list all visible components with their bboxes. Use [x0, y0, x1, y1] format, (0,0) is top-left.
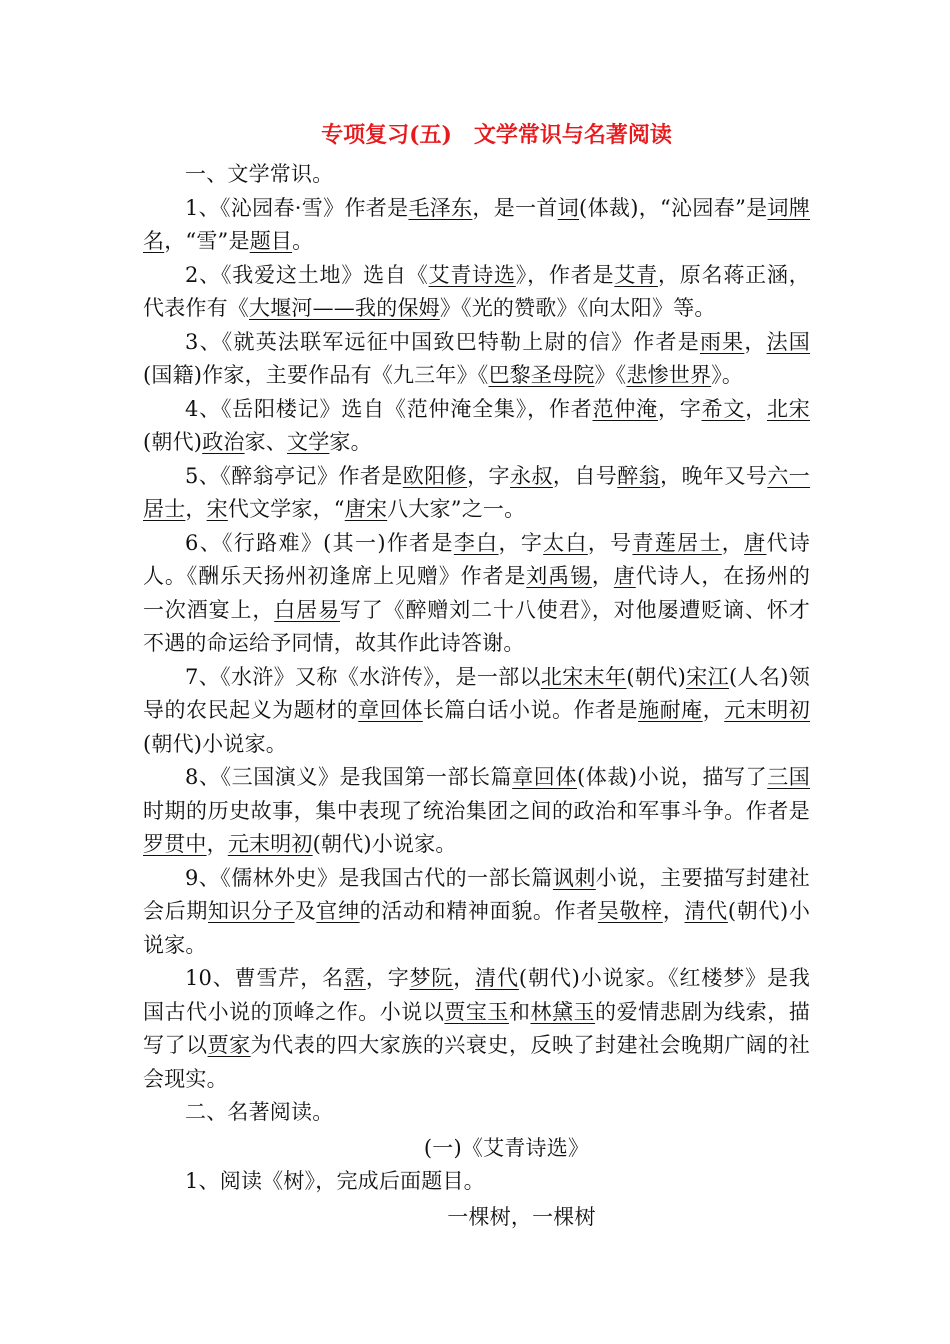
item-text: 的爱情悲剧为线索，描写了以 — [143, 999, 810, 1057]
list-item — [143, 326, 810, 393]
answer-blank: 元末明初 — [724, 698, 810, 722]
item-text: ， — [721, 530, 745, 555]
item-text: ，字 — [498, 530, 544, 555]
answer-blank: 雨果 — [699, 329, 745, 354]
item-text: 的活动和精神面貌。作者 — [359, 899, 598, 923]
item-text: 代文学家，“ — [227, 497, 345, 521]
item-text: ， — [745, 396, 767, 421]
item-text: ，原名蒋正涵，代表作有《 — [143, 262, 810, 320]
list-item — [143, 661, 810, 762]
item-text: 3、《就英法联军远征中国致巴特勒上尉的信》作者是 — [185, 329, 700, 354]
item-text: 》，作者是 — [515, 262, 615, 287]
answer-blank: 北宋末年 — [540, 664, 627, 689]
answer-blank: 章回体 — [358, 698, 423, 722]
answer-blank: 醉翁 — [617, 463, 661, 488]
answer-blank: 梦阮 — [409, 966, 454, 990]
answer-blank: 吴敬梓 — [597, 899, 663, 923]
answer-blank: 大堰河——我的保姆 — [249, 296, 440, 320]
poem-title: 一棵树，一棵树 — [447, 1204, 596, 1229]
item-text: (体裁)，“沁园春”是 — [579, 195, 768, 220]
answer-blank: 希文 — [701, 396, 746, 421]
item-text: 代诗人，在扬州的一次酒宴上， — [143, 564, 811, 622]
answer-blank: 三国 — [767, 765, 811, 789]
item-text: 代诗人。《酬乐天扬州初逢席上见赠》作者是 — [143, 530, 810, 588]
list-item — [143, 862, 810, 963]
item-text: ， — [206, 832, 228, 856]
answer-blank: 清代 — [475, 966, 519, 990]
section-heading-literary-knowledge: 一、文学常识。 — [185, 162, 334, 186]
answer-blank: 悲惨世界 — [626, 363, 712, 387]
item-text: ， — [591, 564, 614, 588]
answer-blank: 青莲居士 — [632, 530, 722, 555]
item-text: 长篇白话小说。作者是 — [422, 698, 639, 722]
answer-blank: 北宋 — [767, 396, 811, 421]
page-title: 专项复习(五) 文学常识与名著阅读 — [321, 122, 672, 148]
item-text: ，自号 — [552, 463, 618, 488]
item-text: ，是一首 — [472, 195, 558, 220]
section-heading-classic-reading: 二、名著阅读。 — [185, 1100, 334, 1124]
answer-blank: 施耐庵 — [638, 698, 703, 722]
item-text: ， — [702, 698, 725, 722]
item-text: (朝代) — [143, 430, 203, 454]
item-text: ， — [662, 899, 685, 923]
item-text: 家、 — [244, 430, 287, 454]
answer-blank: 毛泽东 — [408, 195, 473, 220]
answer-blank: 贾宝玉 — [444, 999, 509, 1024]
answer-blank: 章回体 — [512, 765, 577, 789]
item-text: ，字 — [467, 463, 510, 488]
list-item — [143, 527, 810, 661]
answer-blank: 宋 — [206, 497, 228, 521]
item-text: (朝代)小说家。《红楼梦》是我国古代小说的顶峰之作。小说以 — [143, 966, 811, 1024]
literary-knowledge-list — [143, 192, 810, 1097]
answer-blank: 宋江 — [686, 664, 729, 689]
answer-blank: 词 — [557, 195, 580, 220]
answer-blank: 六一居士 — [143, 463, 811, 521]
answer-blank: 艾青 — [614, 262, 658, 287]
item-text: 7、《水浒》又称《水浒传》，是一部以 — [185, 664, 541, 689]
list-item — [143, 761, 810, 862]
list-item — [143, 460, 810, 527]
item-text: 》《光的赞歌》《向太阳》等。 — [439, 296, 716, 320]
item-text: ，字 — [365, 966, 410, 990]
item-text: 4、《岳阳楼记》选自《范仲淹全集》，作者 — [185, 396, 593, 421]
item-text: 小说，主要描写封建社会后期 — [143, 865, 811, 923]
answer-blank: 元末明初 — [227, 832, 313, 856]
item-text: ，晚年又号 — [660, 463, 768, 488]
answer-blank: 罗贯中 — [143, 832, 207, 856]
answer-blank: 范仲淹 — [592, 396, 658, 421]
item-text: 家。 — [329, 430, 372, 454]
reading-task: 1、阅读《树》，完成后面题目。 — [185, 1169, 485, 1193]
item-text: 和 — [508, 999, 531, 1024]
item-text: (体裁)小说，描写了 — [576, 765, 768, 789]
item-text: 2、《我爱这土地》选自《 — [185, 262, 429, 287]
subsection-heading: (一)《艾青诗选》 — [423, 1135, 590, 1160]
item-text: (朝代)小说家。 — [143, 731, 287, 756]
item-text: 9、《儒林外史》是我国古代的一部长篇 — [185, 865, 553, 890]
answer-blank: 唐 — [744, 530, 767, 555]
item-text: ，号 — [587, 530, 633, 555]
answer-blank: 政治 — [202, 430, 245, 454]
item-text: (人名)领导的农民起义为题材的 — [143, 664, 810, 722]
answer-blank: 欧阳修 — [402, 463, 468, 488]
item-text: 八大家”之一。 — [387, 497, 526, 521]
answer-blank: 知识分子 — [207, 899, 295, 923]
answer-blank: 讽刺 — [552, 865, 596, 890]
list-item — [143, 192, 810, 259]
item-text: 6、《行路难》(其一)作者是 — [185, 530, 454, 555]
item-text: 》。 — [711, 363, 744, 387]
item-text: (国籍)作家，主要作品有《九三年》《 — [143, 363, 489, 387]
item-text: 时期的历史故事，集中表现了统治集团之间的政治和军事斗争。作者是 — [143, 798, 810, 823]
item-text: 》《 — [594, 363, 627, 387]
item-text: 1、《沁园春·雪》作者是 — [185, 195, 409, 220]
item-text: (朝代) — [626, 664, 687, 689]
item-text: (朝代)小说家。 — [312, 832, 457, 856]
answer-blank: 法国 — [766, 329, 811, 354]
answer-blank: 永叔 — [510, 463, 553, 488]
answer-blank: 清代 — [684, 899, 728, 923]
item-text: ， — [453, 966, 476, 990]
list-item — [143, 259, 810, 326]
answer-blank: 刘禹锡 — [526, 564, 592, 588]
answer-blank: 霑 — [343, 966, 366, 990]
answer-blank: 白居易 — [274, 597, 340, 622]
answer-blank: 太白 — [543, 530, 588, 555]
answer-blank: 巴黎圣母院 — [488, 363, 595, 387]
answer-blank: 官绅 — [316, 899, 360, 923]
answer-blank: 林黛玉 — [530, 999, 596, 1024]
answer-blank: 文学 — [287, 430, 330, 454]
item-text: 。 — [292, 229, 314, 253]
answer-blank: 唐 — [613, 564, 636, 588]
answer-blank: 词牌名 — [143, 195, 810, 253]
item-text: ，“雪”是 — [164, 229, 250, 253]
item-text: 写了《醉赠刘二十八使君》，对他屡遭贬谪、怀才不遇的命运给予同情，故其作此诗答谢。 — [143, 597, 811, 655]
item-text: 及 — [294, 899, 317, 923]
item-text: (朝代)小说家。 — [143, 899, 811, 957]
answer-blank: 题目 — [249, 229, 293, 253]
item-text: ，字 — [657, 396, 702, 421]
list-item — [143, 393, 810, 460]
list-item — [143, 962, 810, 1096]
item-text: 5、《醉翁亭记》作者是 — [185, 463, 403, 488]
answer-blank: 唐宋 — [344, 497, 388, 521]
answer-blank: 贾家 — [207, 1033, 251, 1057]
item-text: 10、曹雪芹，名 — [185, 966, 344, 990]
item-text: ， — [744, 329, 767, 354]
item-text: 为代表的四大家族的兴衰史，反映了封建社会晚期广阔的社会现实。 — [143, 1033, 810, 1091]
item-text: ， — [185, 497, 207, 521]
answer-blank: 艾青诗选 — [428, 262, 516, 287]
item-text: 8、《三国演义》是我国第一部长篇 — [185, 765, 513, 789]
answer-blank: 李白 — [453, 530, 499, 555]
